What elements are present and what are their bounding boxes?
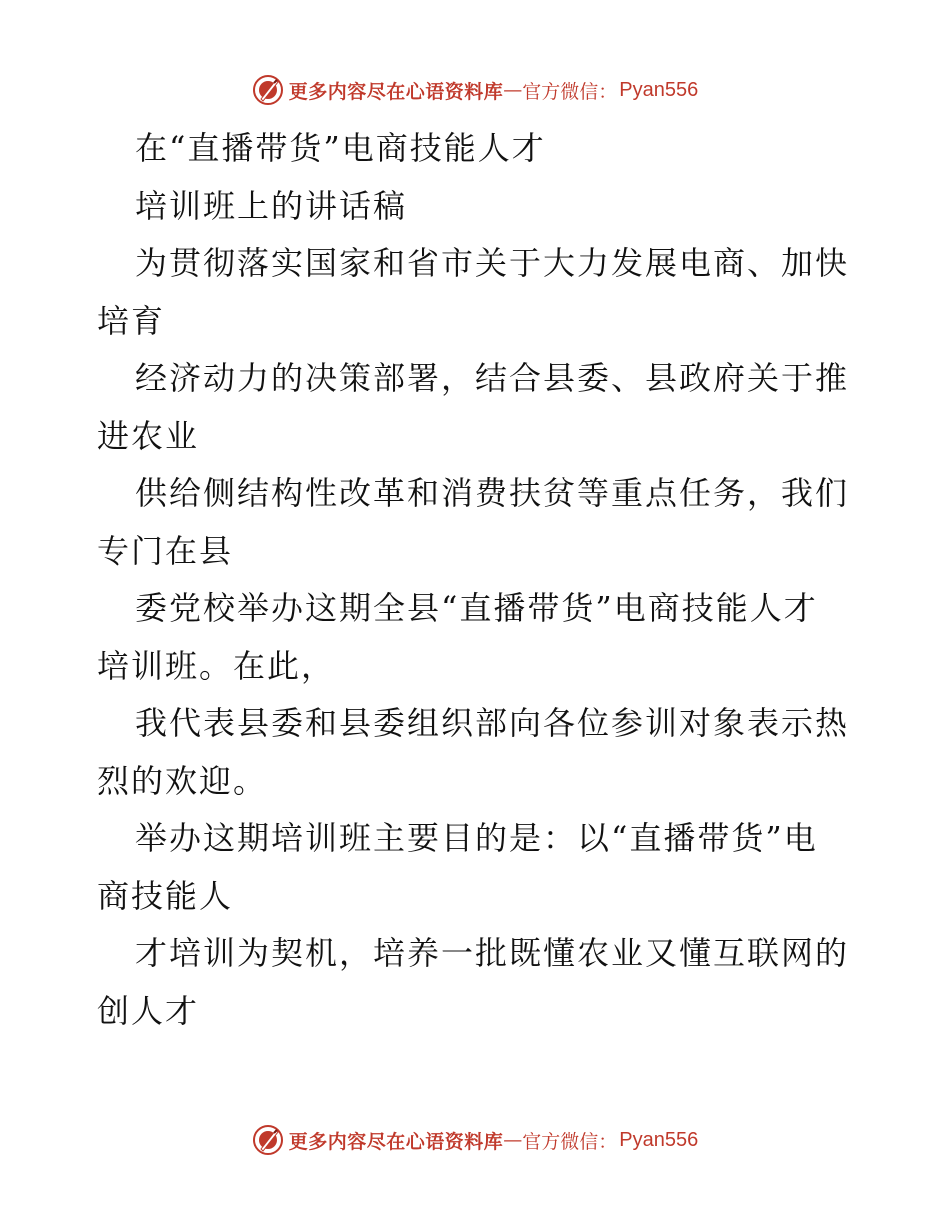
paragraph-line: 才培训为契机，培养一批既懂农业又懂互联网的 <box>135 934 850 972</box>
paragraph-line: 我代表县委和县委组织部向各位参训对象表示热 <box>135 704 850 742</box>
paragraph-line: 举办这期培训班主要目的是：以“直播带货”电 <box>135 819 818 857</box>
paragraph-line: 为贯彻落实国家和省市关于大力发展电商、加快 <box>135 244 850 282</box>
watermark-label: 官方微信： <box>522 80 618 103</box>
watermark-text: 更多内容尽在心语资料库 <box>288 80 504 103</box>
paragraph-line: 培训班。在此， <box>97 646 336 685</box>
paragraph-line: 经济动力的决策部署，结合县委、县政府关于推 <box>135 359 850 397</box>
watermark-label: 官方微信： <box>522 1130 618 1153</box>
paragraph-line: 进农业 <box>97 416 200 455</box>
paragraph-line: 创人才 <box>97 991 200 1030</box>
watermark-separator: — <box>503 79 523 101</box>
watermark-wechat-id: Pyan556 <box>619 1128 699 1151</box>
quill-logo-icon <box>252 1124 284 1156</box>
doc-title-line-2: 培训班上的讲话稿 <box>135 186 408 225</box>
paragraph-line: 商技能人 <box>97 876 234 915</box>
watermark-separator: — <box>503 1129 523 1151</box>
footer-watermark <box>0 1123 950 1157</box>
paragraph-line: 烈的欢迎。 <box>97 761 268 800</box>
quill-logo-icon <box>252 74 284 106</box>
paragraph-line: 委党校举办这期全县“直播带货”电商技能人才 <box>135 589 818 627</box>
watermark-text: 更多内容尽在心语资料库 <box>288 1130 504 1153</box>
paragraph-line: 培育 <box>97 301 166 340</box>
paragraph-line: 供给侧结构性改革和消费扶贫等重点任务，我们 <box>135 474 850 512</box>
watermark-wechat-id: Pyan556 <box>619 78 699 101</box>
paragraph-line: 专门在县 <box>97 531 234 570</box>
doc-title-line-1: 在“直播带货”电商技能人才 <box>135 129 546 167</box>
document-body <box>97 120 857 1040</box>
header-watermark <box>0 73 950 107</box>
